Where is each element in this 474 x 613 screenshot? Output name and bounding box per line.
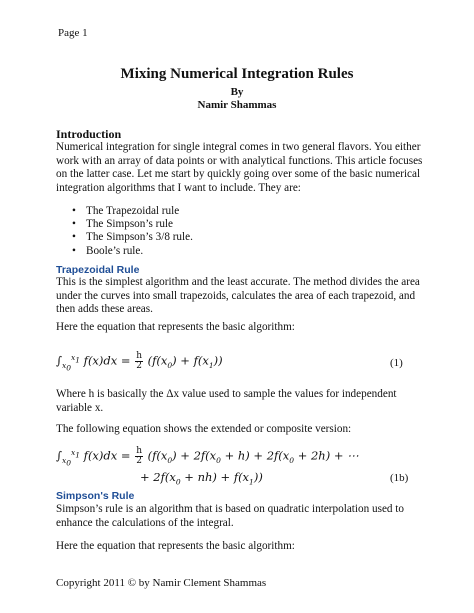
simpson-heading: Simpson's Rule [56, 490, 135, 502]
list-item: • The Simpson’s rule [72, 218, 193, 231]
list-item: • The Simpson’s 3/8 rule. [72, 231, 193, 244]
equation-1b-line-1: $\int_{x_0}^{x_1}$ f(x)dx = $\frac{h}{2}$ ($f(x_0) + 2f(x_0 + h) + 2f(x_0 + 2h)$ + ⋯ [56, 446, 359, 468]
document-title: Mixing Numerical Integration Rules [120, 66, 354, 82]
simpson-paragraph: Simpson’s rule is an algorithm that is based on quadratic interpolation used to enhance the calculations of the integral. [56, 503, 404, 529]
algorithm-list [72, 205, 193, 258]
composite-intro: The following equation shows the extended or composite version: [56, 423, 352, 435]
after-equation-1-paragraph: Where h is basically the Δx value used to sample the values for independent variable x. [56, 388, 397, 414]
trapezoidal-heading: Trapezoidal Rule [56, 264, 140, 276]
page-number: Page 1 [58, 27, 88, 39]
simpson-equation-intro: Here the equation that represents the basic algorithm: [56, 540, 295, 552]
copyright-footer: Copyright 2011 © by Namir Clement Shammas [56, 577, 267, 589]
byline-by: By [230, 86, 244, 98]
list-item: • The Trapezoidal rule [72, 205, 193, 218]
list-item: • Boole’s rule. [72, 245, 193, 258]
author-name: Namir Shammas [197, 99, 277, 111]
equation-intro: Here the equation that represents the basic algorithm: [56, 321, 295, 333]
equation-1-number: (1) [390, 357, 403, 369]
equation-1b-number: (1b) [390, 472, 409, 484]
introduction-paragraph: Numerical integration for single integral comes in two general flavors. You either work with an array of data points or with analytical functions. This article focuses on the latter case. Let me start by quickly going over some of the basic numerical integration algorithms that I want to include. They are: [56, 141, 423, 194]
equation-1: $\int_{x_0}^{x_1}$ f(x)dx = $\frac{h}{2}$ $(f(x_0) + f(x_1))$ [56, 351, 223, 373]
equation-1b-line-2: + $2f(x_0 + nh) + f(x_1)$) [140, 470, 263, 487]
trapezoidal-paragraph: This is the simplest algorithm and the least accurate. The method divides the area under the curves into small trapezoids, calculates the area of each trapezoid, and then adds these areas. [56, 276, 420, 316]
introduction-heading: Introduction [56, 127, 122, 141]
